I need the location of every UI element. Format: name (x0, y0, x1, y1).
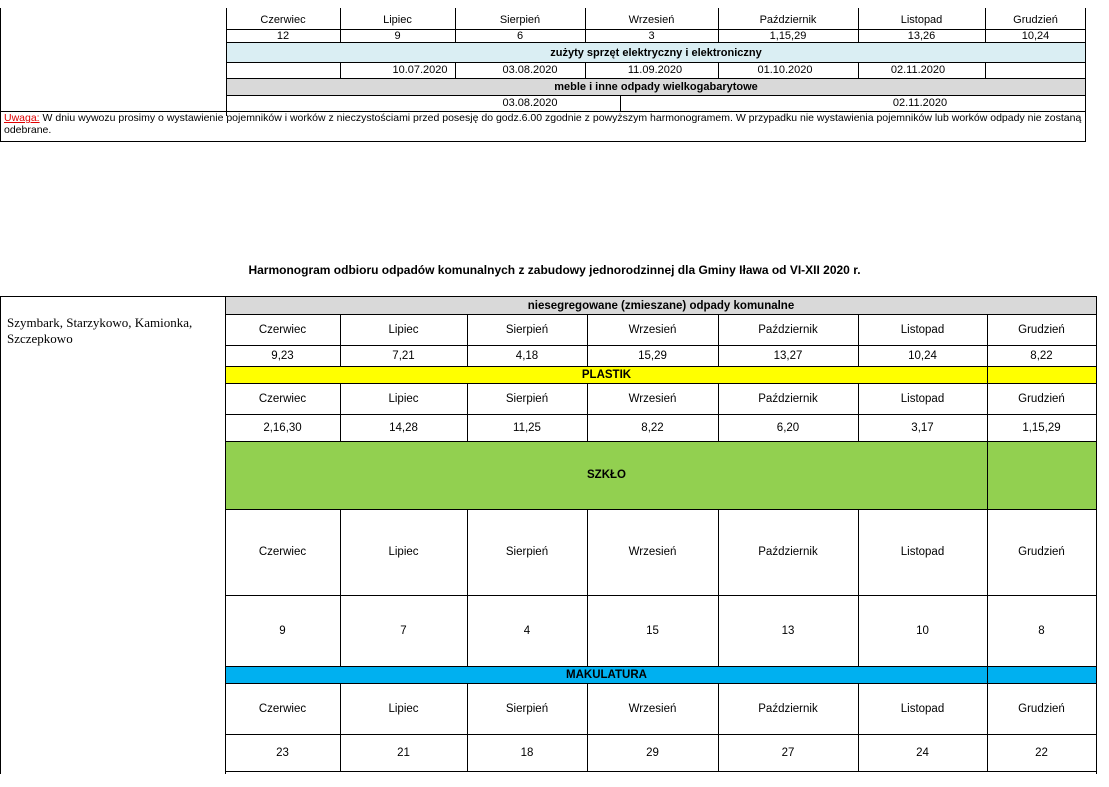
month-header: Czerwiec (258, 546, 307, 558)
note-label: Uwaga: (4, 112, 40, 124)
month-header: Wrzesień (628, 392, 677, 405)
collection-date: 7 (400, 624, 407, 637)
electro-date: 10.07.2020 (392, 64, 448, 76)
collection-date: 13 (781, 624, 795, 637)
top-month-date: 1,15,29 (769, 29, 807, 42)
collection-date: 10 (916, 624, 929, 637)
collection-date: 8 (1038, 624, 1045, 637)
region-names: Szymbark, Starzykowo, Kamionka, Szczepkowo (7, 315, 193, 346)
month-header: Grudzień (1018, 702, 1065, 715)
month-header: Listopad (900, 546, 945, 558)
top-month-header: Wrzesień (628, 13, 675, 26)
month-header: Wrzesień (628, 702, 677, 715)
month-header: Sierpień (505, 702, 549, 715)
collection-date: 9,23 (271, 349, 294, 362)
month-header: Sierpień (505, 546, 549, 558)
month-header: Październik (758, 546, 818, 558)
top-month-date: 12 (276, 29, 290, 42)
top-month-date: 13,26 (907, 29, 936, 42)
electro-header: zużyty sprzęt elektryczny i elektroniczny (550, 46, 762, 59)
month-header: Lipiec (388, 392, 419, 405)
collection-date: 24 (916, 746, 929, 759)
month-header: Wrzesień (628, 546, 677, 558)
section-label: MAKULATURA (566, 668, 647, 681)
collection-date: 15,29 (638, 349, 667, 362)
section-label: SZKŁO (587, 469, 626, 481)
top-month-header: Lipiec (383, 13, 412, 26)
top-month-header: Listopad (900, 13, 943, 26)
month-header: Lipiec (388, 702, 419, 715)
top-month-date: 9 (394, 29, 401, 42)
collection-date: 22 (1035, 746, 1048, 759)
note-text: W dniu wywozu prosimy o wystawienie pojemników i worków z nieczystościami przed posesję do godz.6.00 zgodnie z powyższym harmonogramem. W przypadku nie wystawienia pojemników lub worków odpady nie zostaną odebrane. (4, 112, 1082, 136)
top-month-header: Grudzień (1013, 13, 1058, 26)
month-header: Październik (758, 702, 818, 715)
collection-date: 10,24 (908, 349, 937, 362)
schedule-title: Harmonogram odbioru odpadów komunalnych z zabudowy jednorodzinnej dla Gminy Iława od VI-XII 2020 r. (248, 263, 861, 277)
collection-date: 29 (646, 746, 659, 759)
electro-date: 02.11.2020 (890, 64, 946, 76)
top-month-header: Październik (759, 13, 817, 26)
month-header: Czerwiec (258, 323, 307, 336)
collection-date: 1,15,29 (1022, 421, 1061, 434)
electro-date: 11.09.2020 (627, 64, 683, 76)
collection-date: 8,22 (641, 421, 664, 434)
bulky-date: 02.11.2020 (892, 97, 948, 109)
collection-date: 2,16,30 (263, 421, 302, 434)
month-header: Listopad (900, 702, 945, 715)
section-label: niesegregowane (zmieszane) odpady komunalne (527, 299, 795, 312)
section-label: PLASTIK (581, 368, 632, 381)
month-header: Lipiec (388, 323, 419, 336)
collection-date: 8,22 (1030, 349, 1053, 362)
month-header: Październik (758, 392, 818, 405)
collection-date: 4,18 (515, 349, 539, 362)
top-month-date: 3 (648, 29, 655, 42)
month-header: Czerwiec (258, 702, 307, 715)
collection-date: 23 (276, 746, 289, 759)
month-header: Lipiec (388, 546, 419, 558)
month-header: Listopad (900, 392, 945, 405)
collection-date: 3,17 (911, 421, 934, 434)
month-header: Sierpień (505, 392, 549, 405)
month-header: Wrzesień (628, 323, 677, 336)
month-header: Grudzień (1018, 546, 1065, 558)
collection-date: 7,21 (392, 349, 415, 362)
collection-date: 6,20 (776, 421, 800, 434)
month-header: Sierpień (505, 323, 549, 336)
electro-date: 01.10.2020 (757, 64, 813, 76)
top-month-date: 6 (516, 29, 524, 42)
electro-date: 03.08.2020 (502, 64, 558, 76)
month-header: Czerwiec (258, 392, 307, 405)
month-header: Grudzień (1018, 323, 1065, 336)
collection-date: 11,25 (513, 421, 541, 434)
collection-date: 15 (646, 624, 659, 637)
collection-date: 21 (397, 746, 410, 759)
collection-date: 14,28 (389, 421, 418, 434)
top-month-date: 10,24 (1021, 29, 1050, 42)
collection-note (1, 112, 1085, 141)
collection-date: 13,27 (773, 349, 803, 362)
month-header: Listopad (900, 323, 945, 336)
bulky-header: meble i inne odpady wielkogabarytowe (554, 81, 758, 93)
collection-date: 18 (520, 746, 534, 759)
top-month-header: Sierpień (499, 13, 541, 26)
bulky-date: 03.08.2020 (502, 97, 558, 109)
top-month-header: Czerwiec (260, 13, 306, 26)
month-header: Grudzień (1018, 392, 1065, 405)
collection-date: 9 (279, 624, 286, 637)
month-header: Październik (758, 323, 818, 336)
collection-date: 27 (781, 746, 795, 759)
collection-date: 4 (523, 624, 531, 637)
